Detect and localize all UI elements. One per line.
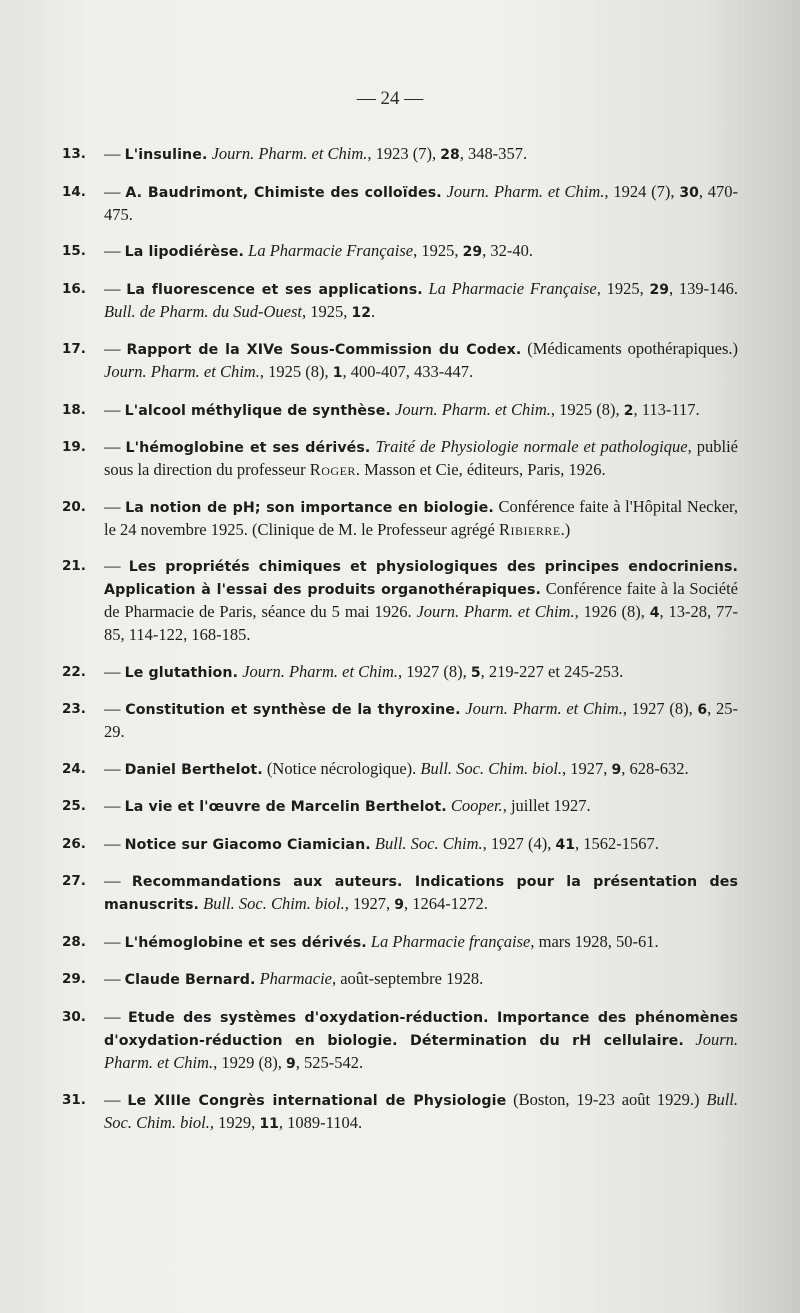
entry-volume-2: 12	[351, 304, 371, 321]
entry-author-name: Ribierre	[498, 519, 561, 539]
entry-journal: La Pharmacie Française	[248, 241, 414, 260]
entry-journal: Bull. Soc. Chim. biol.	[203, 894, 345, 913]
entry-number: 24.	[62, 760, 86, 777]
entry-number: 20.	[62, 498, 86, 515]
entry-title: Le XIIIe Congrès international de Physiologie	[127, 1093, 507, 1109]
entry-number: 28.	[62, 933, 86, 950]
entry-journal-2: Bull. de Pharm. du Sud-Ouest	[104, 301, 302, 321]
bibliography-entry-23: 23. — Constitution et synthèse de la thyroxine. Journ. Pharm. et Chim., 1927 (8), 6, 25-29.	[62, 699, 738, 741]
bibliography-entry-25: 25. — La vie et l'œuvre de Marcelin Berthelot. Cooper., juillet 1927.	[62, 796, 591, 815]
entry-title: Le glutathion.	[124, 664, 239, 681]
entry-title: Etude des systèmes d'oxydation-réduction. Importance des phénomènes d'oxydation-réduction en biologie. Détermination du rH cellulaire.	[104, 1009, 738, 1049]
bibliography-entry-29: 29. — Claude Bernard. Pharmacie, août-septembre 1928.	[62, 969, 484, 988]
entry-number: 17.	[62, 341, 86, 357]
entry-title: La notion de pH; son importance en biologie.	[125, 499, 494, 516]
bibliography-entry-16: 16. — La fluorescence et ses applications. La Pharmacie Française, 1925, 29, 139-146. Bull. de Pharm. du Sud-Ouest, 1925, 12.	[62, 278, 739, 321]
entry-volume: 4	[649, 605, 660, 621]
entry-journal: Bull. Soc. Chim. biol.	[420, 758, 563, 778]
entry-volume: 5	[470, 664, 481, 681]
entry-number: 27.	[62, 873, 86, 889]
entry-title: Constitution et synthèse de la thyroxine.	[125, 702, 461, 718]
entry-title: Rapport de la XIVe Sous-Commission du Codex.	[126, 342, 522, 358]
entry-title: L'alcool méthylique de synthèse.	[124, 402, 391, 419]
entry-number: 23.	[62, 701, 86, 717]
entry-journal: Traité de Physiologie normale et pathologique	[375, 437, 688, 456]
entry-title: Les propriétés chimiques et physiologiques des principes endocriniens. Application à l'essai des produits organothérapiques.	[104, 559, 739, 598]
entry-journal: Journ. Pharm. et Chim.	[446, 181, 605, 201]
entry-number: 15.	[62, 243, 86, 259]
entry-journal: Journ. Pharm. et Chim.	[211, 144, 368, 163]
entry-journal: Bull. Soc. Chim.	[374, 833, 483, 853]
entry-journal: Cooper.	[450, 796, 503, 815]
entry-journal: Journ. Pharm. et Chim.	[416, 602, 575, 621]
entry-number: 16.	[62, 280, 86, 297]
entry-volume: 1	[332, 365, 343, 381]
bibliography-entry-26: 26. — Notice sur Giacomo Ciamician. Bull. Soc. Chim., 1927 (4), 41, 1562-1567.	[62, 833, 659, 853]
entry-number: 31.	[62, 1092, 86, 1108]
entry-volume: 29	[649, 281, 670, 298]
entry-volume: 41	[555, 836, 575, 853]
bibliography-entry-22: 22. — Le glutathion. Journ. Pharm. et Chim., 1927 (8), 5, 219-227 et 245-253.	[62, 661, 624, 681]
bibliography-entry-28: 28. — L'hémoglobine et ses dérivés. La Pharmacie française, mars 1928, 50-61.	[62, 931, 659, 951]
bibliography-list	[62, 143, 738, 1150]
entry-volume: 11	[259, 1116, 279, 1132]
bibliography-entry-27: 27. — Recommandations aux auteurs. Indications pour la présentation des manuscrits. Bull. Soc. Chim. biol., 1927, 9, 1264-1272.	[62, 871, 738, 913]
entry-title: La lipodiérèse.	[124, 244, 245, 260]
entry-title: Recommandations aux auteurs. Indications pour la présentation des manuscrits.	[104, 874, 738, 913]
entry-volume: 9	[285, 1055, 296, 1072]
entry-journal: La Pharmacie française	[370, 931, 531, 951]
entry-title: Claude Bernard.	[124, 972, 256, 988]
entry-title: La vie et l'œuvre de Marcelin Berthelot.	[124, 799, 447, 815]
entry-journal: La Pharmacie Française	[428, 278, 597, 298]
entry-author-name: Roger	[309, 460, 356, 479]
entry-journal: Bull. Soc. Chim. biol.	[104, 1090, 738, 1132]
entry-number: 14.	[62, 183, 86, 200]
entry-number: 13.	[62, 146, 86, 162]
bibliography-entry-21: 21. — Les propriétés chimiques et physiologiques des principes endocriniens. Application à l'essai des produits organothérapiques. Conférence faite à la Société de Pharmacie de Paris, séance du 5 mai 1926. Journ. Pharm. et Chim., 1926 (8), 4, 13-28, 77-85, 114-122, 168-185.	[62, 556, 739, 644]
page-number: — 24 —	[356, 88, 424, 109]
entry-title: Notice sur Giacomo Ciamician.	[124, 836, 371, 853]
entry-volume: 28	[440, 147, 460, 163]
entry-title: L'insuline.	[124, 147, 208, 163]
bibliography-entry-14: 14. — A. Baudrimont, Chimiste des colloïdes. Journ. Pharm. et Chim., 1924 (7), 30, 470-475.	[62, 181, 739, 224]
entry-volume: 6	[697, 702, 708, 718]
entry-number: 19.	[62, 439, 86, 455]
entry-title: L'hémoglobine et ses dérivés.	[125, 440, 371, 456]
entry-title: Daniel Berthelot.	[124, 761, 263, 778]
entry-journal: Journ. Pharm. et Chim.	[395, 399, 551, 419]
entry-volume: 30	[679, 184, 699, 201]
bibliography-entry-18: 18. — L'alcool méthylique de synthèse. Journ. Pharm. et Chim., 1925 (8), 2, 113-117.	[62, 399, 700, 419]
entry-volume: 9	[394, 897, 404, 913]
entry-journal: Journ. Pharm. et Chim.	[465, 699, 623, 718]
entry-journal: Journ. Pharm. et Chim.	[104, 1029, 739, 1072]
entry-title: L'hémoglobine et ses dérivés.	[124, 934, 367, 951]
bibliography-entry-13: 13. — L'insuline. Journ. Pharm. et Chim., 1923 (7), 28, 348-357.	[62, 144, 528, 163]
entry-number: 29.	[62, 971, 86, 987]
bibliography-entry-30: 30. — Etude des systèmes d'oxydation-réduction. Importance des phénomènes d'oxydation-réduction en biologie. Détermination du rH cellulaire. Journ. Pharm. et Chim., 1929 (8), 9, 525-542.	[62, 1006, 739, 1072]
entry-number: 21.	[62, 558, 86, 574]
bibliography-entry-15: 15. — La lipodiérèse. La Pharmacie Française, 1925, 29, 32-40.	[62, 241, 533, 260]
entry-number: 30.	[62, 1008, 86, 1025]
entry-number: 26.	[62, 835, 86, 852]
entry-volume: 9	[611, 761, 622, 778]
entry-journal: Journ. Pharm. et Chim.	[242, 661, 399, 681]
entry-volume: 29	[462, 244, 483, 260]
entry-journal: Pharmacie	[259, 969, 332, 988]
entry-journal: Journ. Pharm. et Chim.	[104, 362, 260, 381]
bibliography-entry-17: 17. — Rapport de la XIVe Sous-Commission du Codex. (Médicaments opothérapiques.) Journ. Pharm. et Chim., 1925 (8), 1, 400-407, 433-447.	[62, 339, 739, 381]
bibliography-entry-20: 20. — La notion de pH; son importance en biologie. Conférence faite à l'Hôpital Necker, le 24 novembre 1925. (Clinique de M. le Professeur agrégé Ribierre.)	[62, 496, 738, 539]
bibliography-entry-19: 19. — L'hémoglobine et ses dérivés. Traité de Physiologie normale et pathologique, publié sous la direction du professeur Roger. Masson et Cie, éditeurs, Paris, 1926.	[62, 437, 739, 479]
entry-number: 25.	[62, 798, 86, 814]
entry-number: 22.	[62, 663, 86, 680]
bibliography-entry-31: 31. — Le XIIIe Congrès international de Physiologie (Boston, 19-23 août 1929.) Bull. Soc. Chim. biol., 1929, 11, 1089-1104.	[62, 1090, 738, 1132]
entry-number: 18.	[62, 401, 86, 418]
entry-title: La fluorescence et ses applications.	[126, 281, 423, 298]
entry-volume: 2	[623, 402, 634, 419]
entry-title: A. Baudrimont, Chimiste des colloïdes.	[125, 184, 442, 201]
bibliography-entry-24: 24. — Daniel Berthelot. (Notice nécrologique). Bull. Soc. Chim. biol., 1927, 9, 628-632.	[62, 758, 689, 778]
